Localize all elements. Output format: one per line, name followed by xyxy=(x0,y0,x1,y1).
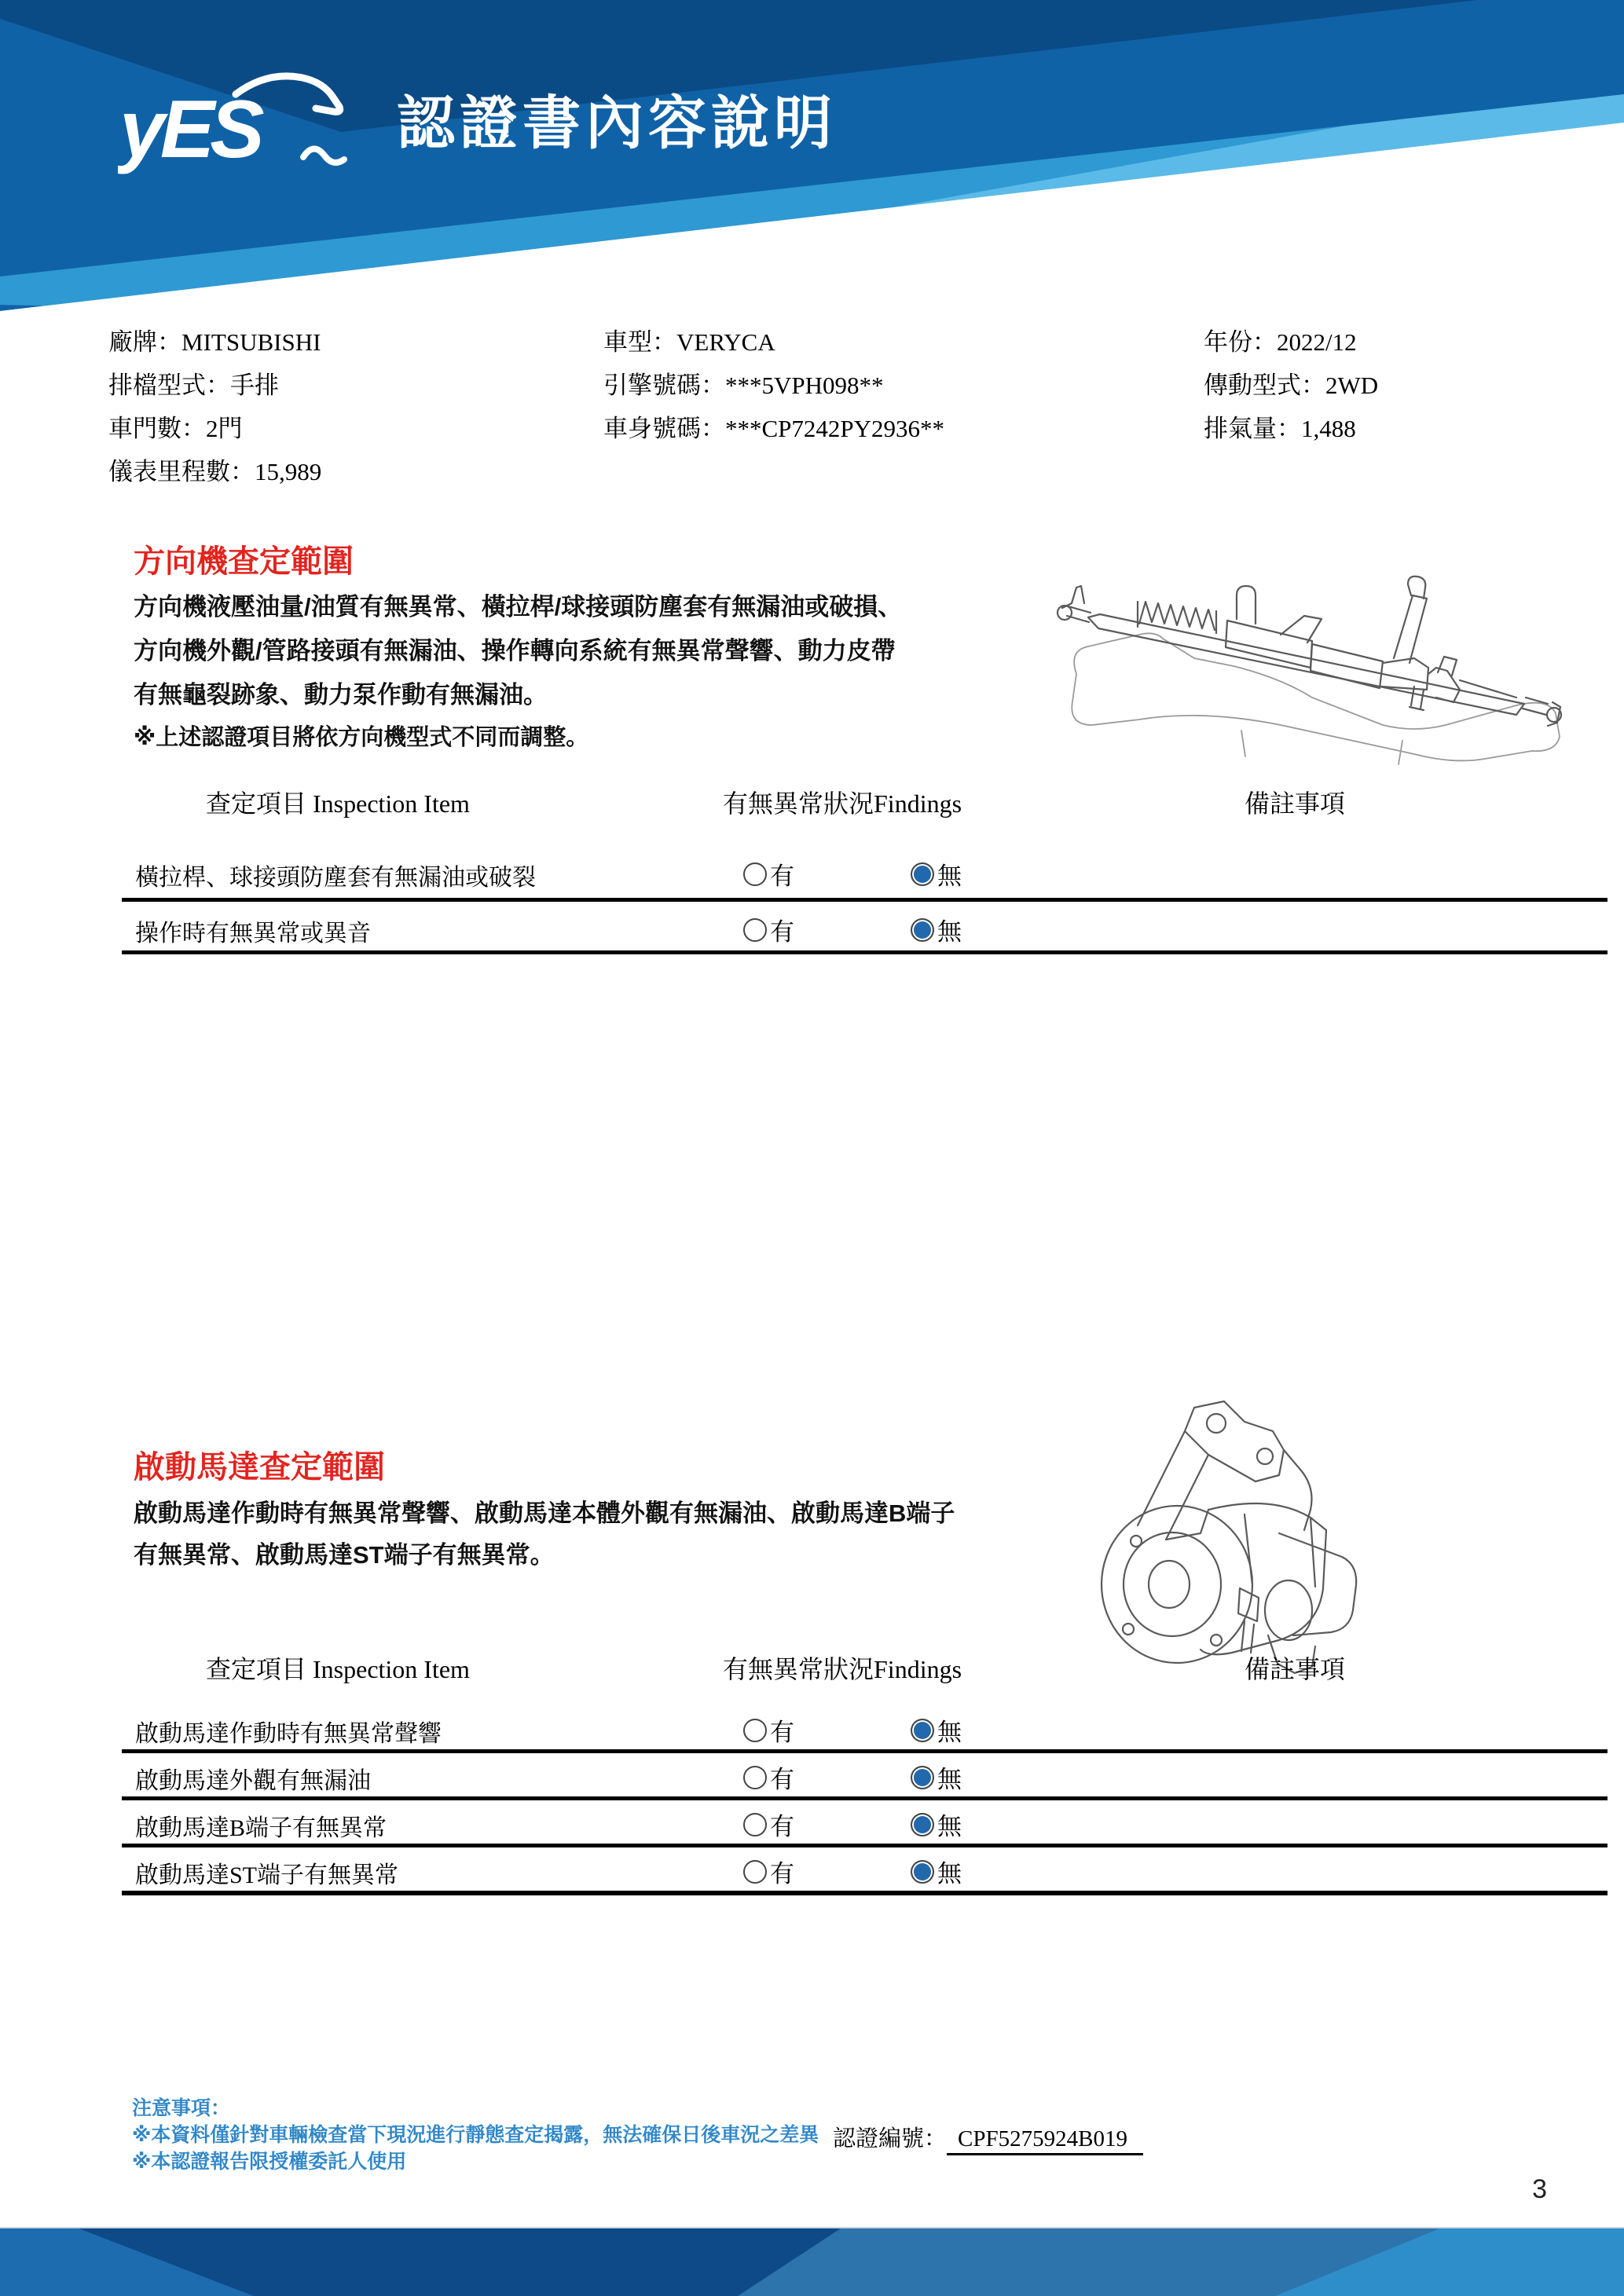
certificate-number-value: CPF5275924B019 xyxy=(947,2126,1143,2155)
radio-unselected-icon[interactable] xyxy=(743,862,767,886)
finding-option-you[interactable] xyxy=(743,1712,794,1748)
vehicle-mileage: 儀表里程數：15,989 xyxy=(108,458,322,485)
table-divider xyxy=(122,1749,1608,1753)
radio-unselected-icon[interactable] xyxy=(743,1719,767,1742)
radio-unselected-icon[interactable] xyxy=(743,1860,767,1884)
findings-group xyxy=(743,1760,962,1795)
inspection-item-label: 啟動馬達ST端子有無異常 xyxy=(135,1862,399,1888)
col-header-inspection-item: 查定項目 Inspection Item xyxy=(206,1655,470,1683)
radio-unselected-icon[interactable] xyxy=(743,1766,767,1789)
option-label: 無 xyxy=(937,918,962,946)
finding-option-wu[interactable] xyxy=(911,912,962,947)
finding-option-wu[interactable] xyxy=(911,1760,962,1795)
vehicle-doors: 車門數：2門 xyxy=(108,415,243,442)
finding-option-wu[interactable] xyxy=(911,1712,962,1748)
section-steering-note: ※上述認證項目將依方向機型式不同而調整。 xyxy=(134,725,589,750)
col-header-remark: 備註事項 xyxy=(1245,1655,1346,1683)
certificate-number-row xyxy=(833,2121,1143,2153)
findings-group xyxy=(743,1712,962,1748)
yes-car-logo-icon xyxy=(118,64,369,182)
section-steering-title: 方向機查定範圍 xyxy=(134,544,354,579)
vehicle-year: 年份：2022/12 xyxy=(1204,328,1357,356)
radio-unselected-icon[interactable] xyxy=(743,918,767,942)
vehicle-displacement: 排氣量：1,488 xyxy=(1204,415,1356,442)
option-label: 有 xyxy=(770,862,794,890)
description-line: 啟動馬達作動時有無異常聲響、啟動馬達本體外觀有無漏油、啟動馬達B端子 xyxy=(134,1500,955,1527)
table-divider xyxy=(122,1796,1608,1800)
radio-selected-icon[interactable] xyxy=(911,1719,934,1742)
findings-group xyxy=(743,1854,962,1889)
option-label: 有 xyxy=(770,918,794,946)
radio-selected-icon[interactable] xyxy=(911,862,934,886)
col-header-findings: 有無異常狀況Findings xyxy=(723,1655,962,1683)
inspection-item-label: 操作時有無異常或異音 xyxy=(135,921,371,947)
inspection-item-label: 啟動馬達作動時有無異常聲響 xyxy=(135,1721,442,1747)
radio-selected-icon[interactable] xyxy=(911,1813,934,1836)
option-label: 無 xyxy=(937,1766,962,1793)
inspection-item-label: 啟動馬達B端子有無異常 xyxy=(135,1815,387,1841)
col-header-remark: 備註事項 xyxy=(1245,789,1346,818)
page-title: 認證書內容說明 xyxy=(397,90,837,156)
col-header-findings: 有無異常狀況Findings xyxy=(723,789,962,818)
steering-rack-illustration xyxy=(1045,540,1579,776)
section-steering-description xyxy=(134,585,902,717)
option-label: 有 xyxy=(770,1719,794,1746)
inspection-item-label: 橫拉桿、球接頭防塵套有無漏油或破裂 xyxy=(135,865,536,891)
page-header xyxy=(0,0,1624,314)
notice-title: 注意事項： xyxy=(132,2097,231,2119)
finding-option-you[interactable] xyxy=(743,1760,794,1795)
col-header-inspection-item: 查定項目 Inspection Item xyxy=(206,789,470,818)
vehicle-vin: 車身號碼：***CP7242PY2936** xyxy=(603,415,945,442)
finding-option-you[interactable] xyxy=(743,856,794,892)
option-label: 有 xyxy=(770,1860,794,1888)
radio-selected-icon[interactable] xyxy=(911,918,934,942)
description-line: 有無異常、啟動馬達ST端子有無異常。 xyxy=(134,1541,555,1569)
findings-group xyxy=(743,1807,962,1842)
section-starter-title: 啟動馬達查定範圍 xyxy=(134,1450,385,1485)
radio-selected-icon[interactable] xyxy=(911,1860,934,1884)
finding-option-you[interactable] xyxy=(743,912,794,947)
vehicle-model: 車型：VERYCA xyxy=(603,328,775,356)
option-label: 有 xyxy=(770,1813,794,1840)
vehicle-info-column-2 xyxy=(603,320,944,450)
notice-line: ※本資料僅針對車輛檢查當下現況進行靜態查定揭露，無法確保日後車況之差異 xyxy=(132,2124,819,2146)
finding-option-wu[interactable] xyxy=(911,1807,962,1842)
notice-line: ※本認證報告限授權委託人使用 xyxy=(132,2151,407,2173)
certificate-number-label: 認證編號： xyxy=(833,2126,948,2151)
vehicle-engine-no: 引擎號碼：***5VPH098** xyxy=(603,372,884,399)
findings-group xyxy=(743,856,962,892)
vehicle-gearbox: 排檔型式：手排 xyxy=(108,372,279,399)
option-label: 無 xyxy=(937,1719,962,1746)
table-divider xyxy=(122,898,1608,902)
radio-unselected-icon[interactable] xyxy=(743,1813,767,1836)
table-divider xyxy=(122,1891,1608,1895)
description-line: 方向機液壓油量/油質有無異常、橫拉桿/球接頭防塵套有無漏油或破損、 xyxy=(134,593,903,621)
vehicle-drivetrain: 傳動型式：2WD xyxy=(1204,372,1379,399)
vehicle-info-column-1 xyxy=(108,320,321,493)
finding-option-you[interactable] xyxy=(743,1807,794,1842)
section-starter-description xyxy=(134,1492,955,1576)
vehicle-info-column-3 xyxy=(1204,320,1378,450)
description-line: 有無龜裂跡象、動力泵作動有無漏油。 xyxy=(134,681,548,709)
option-label: 無 xyxy=(937,862,962,890)
description-line: 方向機外觀/管路接頭有無漏油、操作轉向系統有無異常聲響、動力皮帶 xyxy=(134,637,896,665)
page-number: 3 xyxy=(1532,2174,1547,2204)
option-label: 有 xyxy=(770,1766,794,1793)
table-divider xyxy=(122,1844,1608,1847)
findings-group xyxy=(743,912,962,947)
table-divider xyxy=(122,950,1608,954)
logo-text: yES xyxy=(119,84,260,175)
option-label: 無 xyxy=(937,1860,962,1888)
vehicle-brand: 廠牌：MITSUBISHI xyxy=(108,328,321,356)
finding-option-wu[interactable] xyxy=(911,856,962,892)
finding-option-wu[interactable] xyxy=(911,1854,962,1889)
footer-band xyxy=(0,2227,1624,2296)
option-label: 無 xyxy=(937,1813,962,1840)
radio-selected-icon[interactable] xyxy=(911,1766,934,1789)
inspection-item-label: 啟動馬達外觀有無漏油 xyxy=(135,1768,371,1794)
finding-option-you[interactable] xyxy=(743,1854,794,1889)
